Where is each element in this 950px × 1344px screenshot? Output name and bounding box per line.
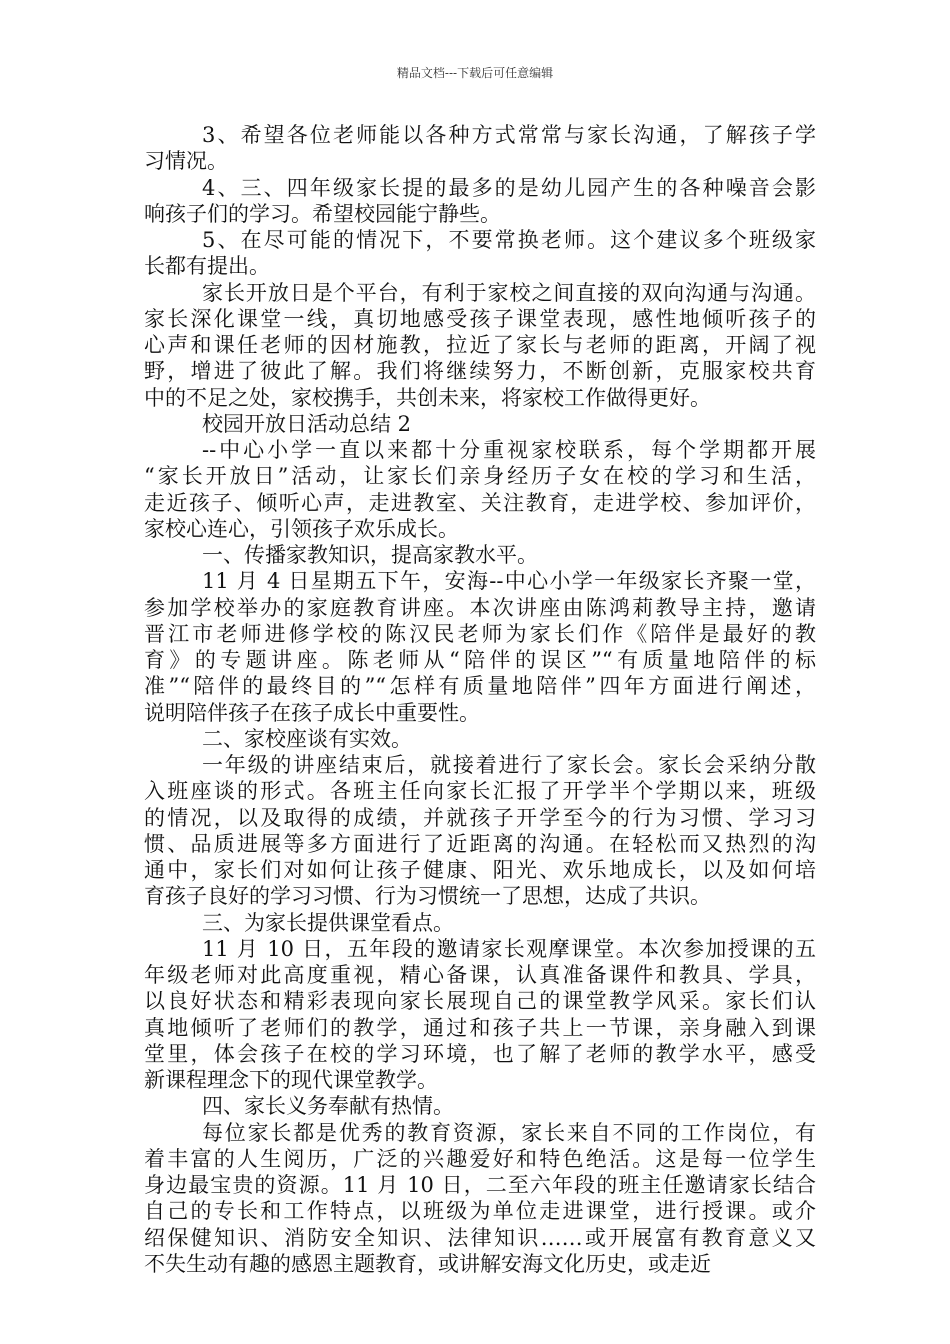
text-line: 堂里，体会孩子在校的学习环境，也了解了老师的教学水平，感受 bbox=[144, 1041, 816, 1066]
text-line: 二、家校座谈有实效。 bbox=[202, 726, 412, 751]
text-line: 不失生动有趣的感恩主题教育，或讲解安海文化历史，或走近 bbox=[144, 1251, 711, 1276]
text-line: 惯、品质进展等多方面进行了近距离的沟通。在轻松而又热烈的沟 bbox=[144, 831, 816, 856]
text-line: 中的不足之处，家校携手，共创未来，将家校工作做得更好。 bbox=[144, 385, 711, 410]
text-line: 自己的专长和工作特点，以班级为单位走进课堂，进行授课。或介 bbox=[144, 1199, 816, 1224]
paragraph bbox=[144, 752, 816, 910]
text-line: 家长深化课堂一线，真切地感受孩子课堂表现，感性地倾听孩子的 bbox=[144, 306, 816, 331]
document-body bbox=[144, 122, 816, 1277]
text-line: 11 月 10 日，五年段的邀请家长观摩课堂。本次参加授课的五 bbox=[202, 936, 816, 961]
text-line: 3、希望各位老师能以各种方式常常与家长沟通，了解孩子学 bbox=[202, 123, 816, 147]
paragraph bbox=[144, 437, 816, 542]
text-line: 育孩子良好的学习习惯、行为习惯统一了思想，达成了共识。 bbox=[144, 884, 711, 909]
paragraph bbox=[144, 280, 816, 411]
text-line: 三、为家长提供课堂看点。 bbox=[202, 910, 454, 935]
text-line: 新课程理念下的现代课堂教学。 bbox=[144, 1068, 438, 1092]
text-line: 校园开放日活动总结 2 bbox=[202, 411, 412, 436]
text-line: 心声和课任老师的因材施教，拉近了家长与老师的距离，开阔了视 bbox=[144, 333, 816, 357]
text-line: 野，增进了彼此了解。我们将继续努力，不断创新，克服家校共育 bbox=[144, 359, 816, 384]
paragraph bbox=[144, 175, 816, 228]
paragraph bbox=[144, 227, 816, 280]
text-line: 年级老师对此高度重视，精心备课，认真准备课件和教具、学具， bbox=[144, 963, 816, 987]
text-line: 身边最宝贵的资源。11 月 10 日，二至六年段的班主任邀请家长结合 bbox=[144, 1173, 816, 1197]
paragraph bbox=[144, 411, 816, 437]
page-header: 精品文档---下载后可任意编辑 bbox=[396, 66, 554, 80]
text-line: 一年级的讲座结束后，就接着进行了家长会。家长会采纳分散 bbox=[202, 753, 816, 777]
text-line: 着丰富的人生阅历，广泛的兴趣爱好和特色绝活。这是每一位学生 bbox=[144, 1146, 816, 1171]
text-line: 响孩子们的学习。希望校园能宁静些。 bbox=[144, 201, 501, 226]
text-line: 晋江市老师进修学校的陈汉民老师为家长们作《陪伴是最好的教 bbox=[144, 621, 816, 646]
text-line: 说明陪伴孩子在孩子成长中重要性。 bbox=[144, 700, 480, 725]
text-line: 以良好状态和精彩表现向家长展现自己的课堂教学风采。家长们认 bbox=[144, 989, 816, 1014]
text-line: 参加学校举办的家庭教育讲座。本次讲座由陈鸿莉教导主持，邀请 bbox=[144, 595, 816, 620]
text-line: 准”“陪伴的最终目的”“怎样有质量地陪伴”四年方面进行阐述， bbox=[144, 674, 816, 699]
text-line: 习情况。 bbox=[144, 149, 228, 174]
text-line: 通中，家长们对如何让孩子健康、阳光、欢乐地成长，以及如何培 bbox=[144, 858, 816, 882]
paragraph bbox=[144, 1093, 816, 1119]
paragraph bbox=[144, 936, 816, 1094]
text-line: 的情况，以及取得的成绩，并就孩子开学至今的行为习惯、学习习 bbox=[144, 805, 816, 830]
text-line: 长都有提出。 bbox=[144, 254, 270, 279]
text-line: “家长开放日”活动，让家长们亲身经历子女在校的学习和生活， bbox=[144, 464, 816, 489]
text-line: 绍保健知识、消防安全知识、法律知识……或开展富有教育意义又 bbox=[144, 1225, 816, 1250]
text-line: 一、传播家教知识，提高家教水平。 bbox=[202, 543, 538, 567]
text-line: 走近孩子、倾听心声，走进教室、关注教育，走进学校、参加评价， bbox=[144, 490, 816, 515]
paragraph bbox=[144, 542, 816, 568]
text-line: --中心小学一直以来都十分重视家校联系，每个学期都开展 bbox=[202, 438, 816, 462]
text-line: 每位家长都是优秀的教育资源，家长来自不同的工作岗位，有 bbox=[202, 1120, 816, 1145]
text-line: 5、在尽可能的情况下，不要常换老师。这个建议多个班级家 bbox=[202, 228, 816, 252]
text-line: 家长开放日是个平台，有利于家校之间直接的双向沟通与沟通。 bbox=[202, 280, 816, 305]
text-line: 11 月 4 日星期五下午，安海--中心小学一年级家长齐聚一堂， bbox=[202, 569, 816, 594]
paragraph bbox=[144, 122, 816, 175]
text-line: 四、家长义务奉献有热情。 bbox=[202, 1094, 454, 1119]
text-line: 家校心连心，引领孩子欢乐成长。 bbox=[144, 516, 459, 541]
paragraph bbox=[144, 726, 816, 752]
paragraph bbox=[144, 568, 816, 726]
text-line: 4、三、四年级家长提的最多的是幼儿园产生的各种噪音会影 bbox=[202, 175, 816, 200]
text-line: 入班座谈的形式。各班主任向家长汇报了开学半个学期以来，班级 bbox=[144, 779, 816, 804]
paragraph bbox=[144, 1120, 816, 1278]
paragraph bbox=[144, 910, 816, 936]
text-line: 真地倾听了老师们的教学，通过和孩子共上一节课，亲身融入到课 bbox=[144, 1015, 816, 1040]
text-line: 育》的专题讲座。陈老师从“陪伴的误区”“有质量地陪伴的标 bbox=[144, 648, 816, 672]
